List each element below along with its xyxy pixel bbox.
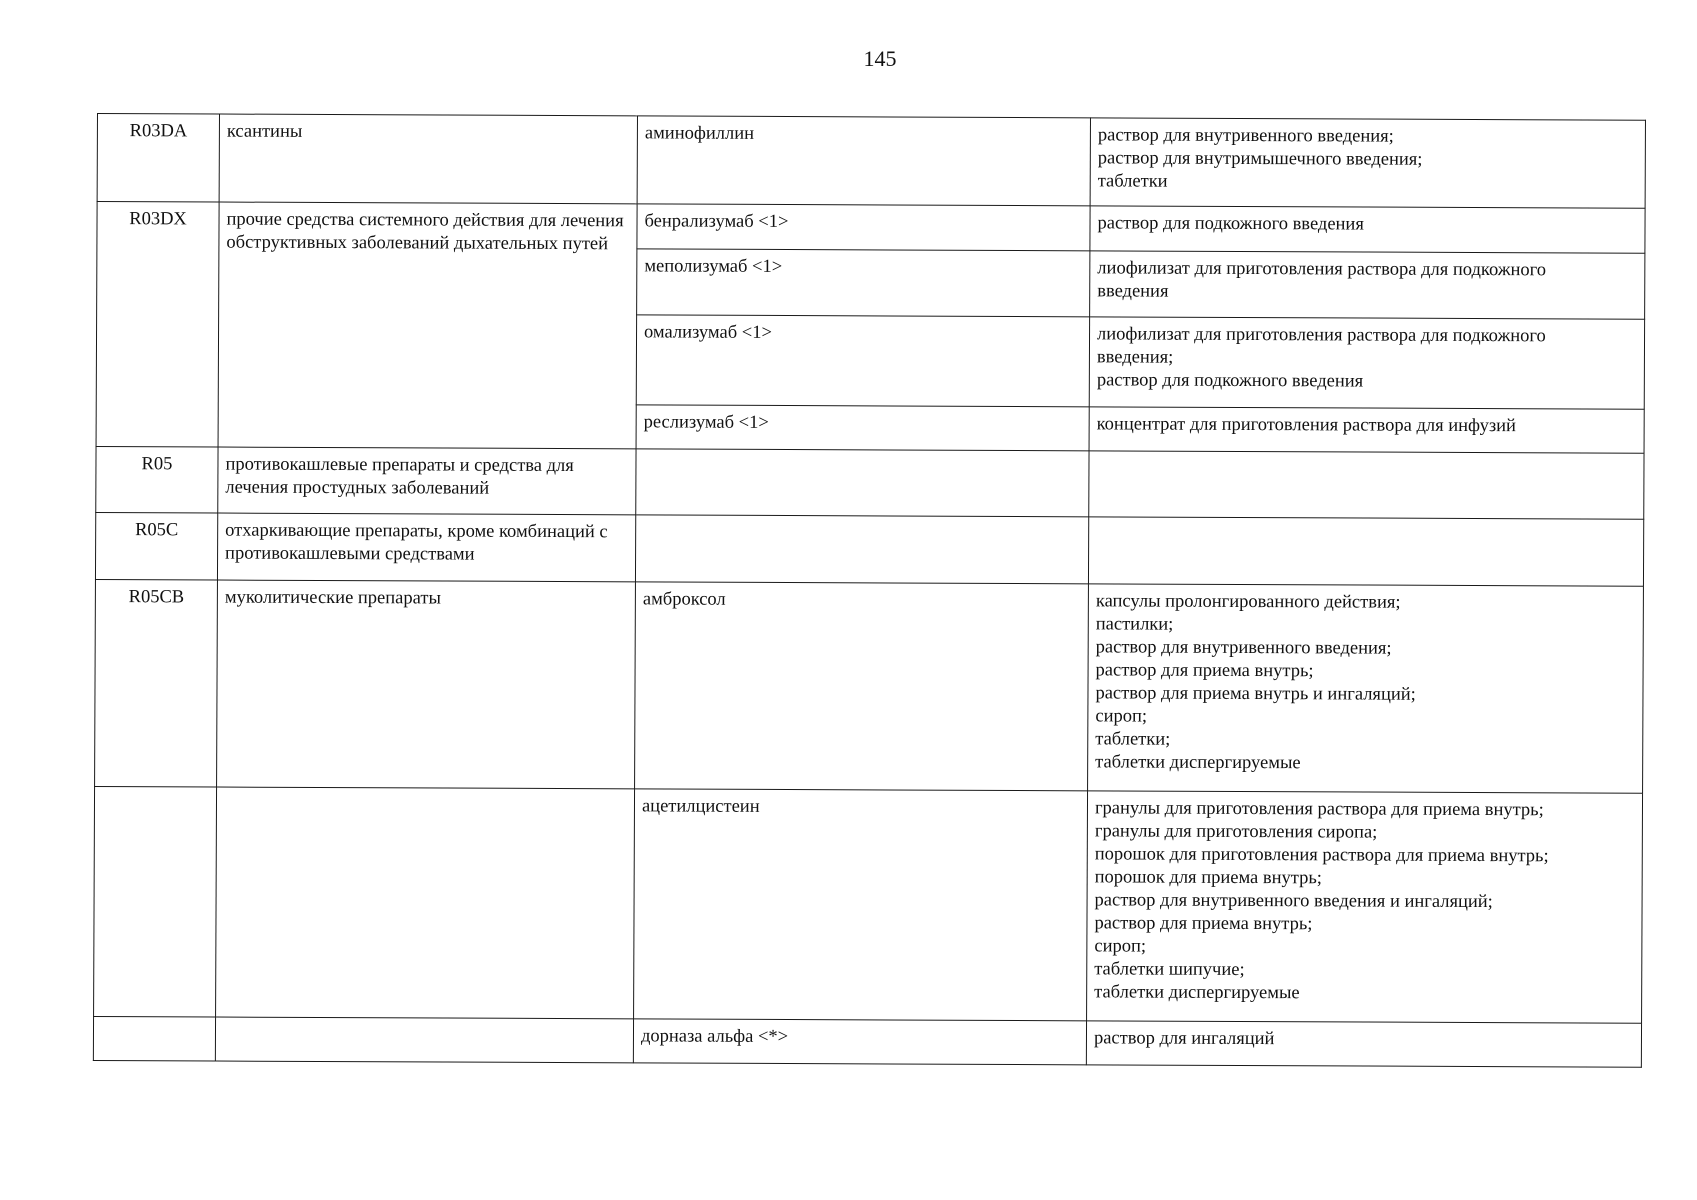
dosage-form-line: раствор для приема внутрь и ингаляций; — [1095, 683, 1416, 705]
dosage-form-line: введения; — [1096, 347, 1174, 368]
dosage-form-line: раствор для ингаляций — [1093, 1028, 1275, 1050]
group-name-cell: муколитические препараты — [217, 580, 636, 789]
dosage-form-line: раствор для подкожного введения — [1097, 213, 1364, 235]
dosage-form-line: таблетки; — [1095, 729, 1171, 750]
group-name-cell — [215, 1017, 633, 1063]
group-name-cell: отхаркивающие препараты, кроме комбинаций с противокашлевыми средствами — [217, 513, 635, 582]
atc-code-cell: R03DA — [97, 114, 219, 203]
group-name-cell — [216, 787, 635, 1019]
dosage-form-line: порошок для приготовления раствора для приема внутрь; — [1094, 844, 1549, 867]
drug-name-cell: амброксол — [635, 582, 1089, 791]
dosage-forms-cell — [1089, 317, 1644, 409]
dosage-form-line: таблетки — [1097, 171, 1168, 192]
dosage-form-line: раствор для внутривенного введения; — [1097, 125, 1394, 147]
dosage-form-line: лиофилизат для приготовления раствора для подкожного — [1097, 324, 1546, 347]
dosage-form-line: порошок для приема внутрь; — [1094, 867, 1322, 889]
dosage-form-line: гранулы для приготовления раствора для приема внутрь; — [1094, 798, 1544, 821]
medication-table — [93, 113, 1646, 1068]
dosage-form-line: гранулы для приготовления сиропа; — [1094, 821, 1378, 843]
atc-code-cell: R05CB — [95, 579, 218, 787]
dosage-form-line: раствор для внутривенного введения и ингаляций; — [1094, 890, 1493, 913]
drug-name-cell: аминофиллин — [637, 116, 1090, 206]
drug-name-cell: реслизумаб <1> — [636, 405, 1089, 451]
drug-name-cell: дорназа альфа <*> — [633, 1019, 1086, 1065]
dosage-forms-cell — [1088, 517, 1643, 586]
drug-name-cell: ацетилцистеин — [634, 789, 1088, 1021]
drug-name-cell: омализумаб <1> — [636, 315, 1089, 407]
drug-name-cell: бенрализумаб <1> — [637, 204, 1090, 251]
table-row — [97, 202, 1645, 254]
dosage-form-line: таблетки шипучие; — [1094, 959, 1245, 981]
dosage-form-line: капсулы пролонгированного действия; — [1095, 591, 1401, 613]
table-row — [93, 1016, 1641, 1067]
dosage-form-line: раствор для внутримышечного введения; — [1097, 148, 1423, 170]
dosage-forms-cell — [1088, 584, 1644, 793]
dosage-form-line: раствор для подкожного введения — [1096, 370, 1364, 392]
dosage-forms-cell — [1089, 407, 1644, 453]
dosage-form-line: таблетки диспергируемые — [1094, 982, 1300, 1004]
atc-code-cell: R05C — [95, 512, 217, 580]
dosage-forms-cell — [1090, 118, 1645, 208]
dosage-form-line: сироп; — [1095, 706, 1148, 727]
dosage-form-line: сироп; — [1094, 936, 1147, 957]
dosage-forms-cell — [1090, 251, 1645, 319]
dosage-form-line: концентрат для приготовления раствора для инфузий — [1096, 414, 1517, 437]
drug-name-cell — [635, 515, 1088, 584]
dosage-forms-cell — [1086, 1021, 1641, 1067]
drug-name-cell: меполизумаб <1> — [637, 249, 1090, 317]
dosage-form-line: таблетки диспергируемые — [1095, 752, 1301, 774]
page-number: 145 — [863, 46, 897, 71]
dosage-form-line: введения — [1097, 281, 1169, 302]
group-name-cell: ксантины — [219, 114, 637, 204]
table-row — [95, 512, 1643, 586]
dosage-form-line: раствор для приема внутрь; — [1095, 660, 1314, 682]
table-row — [94, 786, 1643, 1023]
dosage-forms-cell — [1087, 791, 1643, 1023]
table-row — [97, 114, 1645, 209]
dosage-form-line: раствор для внутривенного введения; — [1095, 637, 1392, 659]
table-row — [96, 446, 1644, 519]
drug-name-cell — [636, 449, 1089, 517]
dosage-forms-cell — [1089, 451, 1644, 519]
group-name-cell: противокашлевые препараты и средства для лечения простудных заболеваний — [218, 447, 636, 515]
dosage-form-line: пастилки; — [1095, 614, 1174, 635]
dosage-forms-cell — [1090, 206, 1645, 253]
atc-code-cell — [93, 1016, 215, 1061]
atc-code-cell: R05 — [96, 446, 218, 513]
atc-code-cell — [94, 786, 217, 1017]
atc-code-cell: R03DX — [96, 202, 219, 448]
dosage-form-line: раствор для приема внутрь; — [1094, 913, 1313, 935]
group-name-cell: прочие средства системного действия для лечения обструктивных заболеваний дыхательных путей — [218, 202, 637, 449]
table-row — [95, 579, 1644, 793]
dosage-form-line: лиофилизат для приготовления раствора для подкожного — [1097, 258, 1547, 281]
